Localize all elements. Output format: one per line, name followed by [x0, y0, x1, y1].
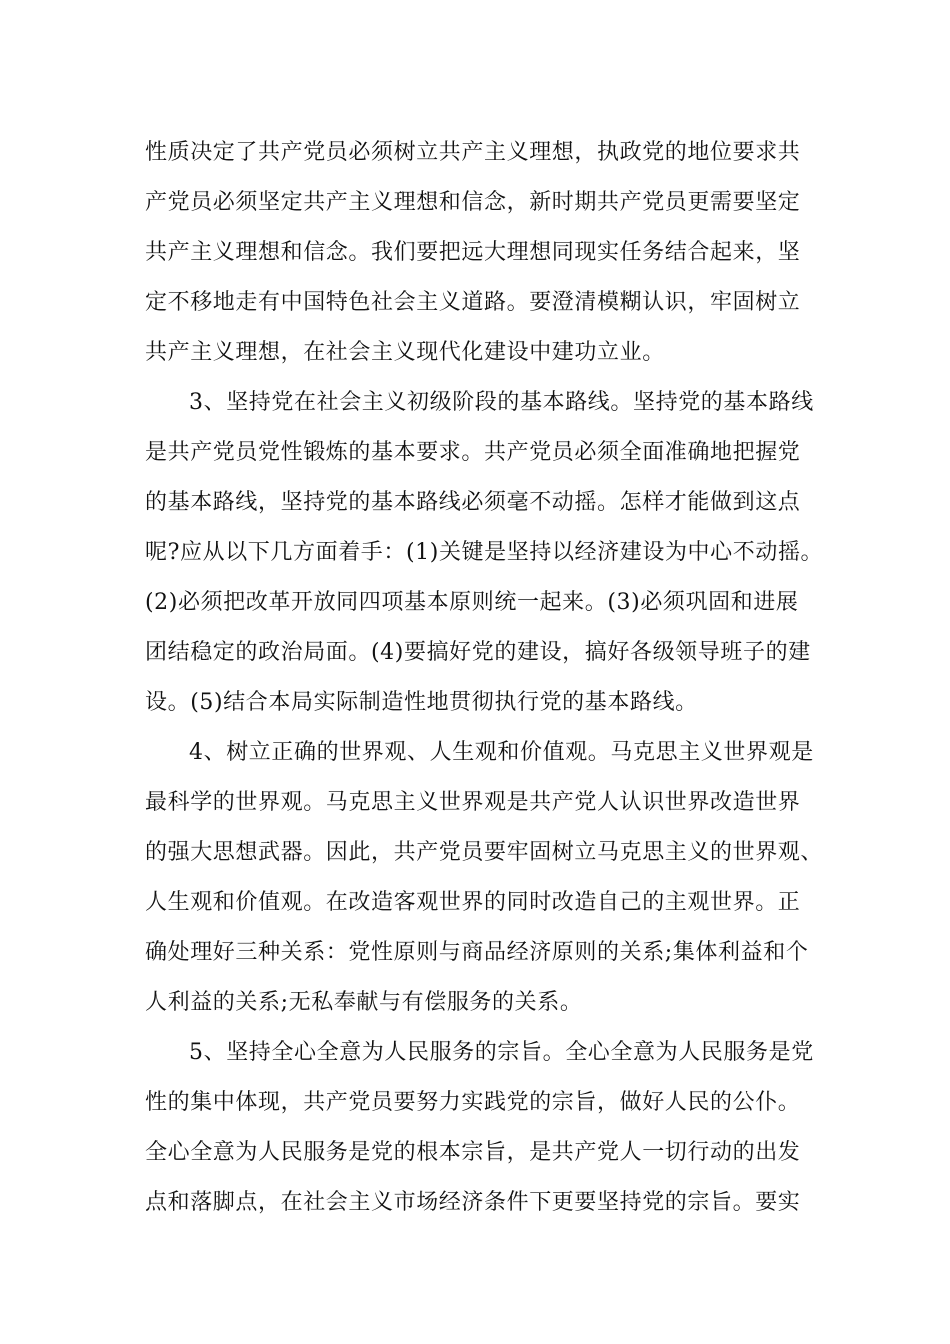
text-line: 全心全意为人民服务是党的根本宗旨，是共产党人一切行动的出发: [145, 1140, 801, 1165]
section-5-heading-line: 5、坚持全心全意为人民服务的宗旨。全心全意为人民服务是党: [189, 1040, 814, 1065]
text-line: 是共产党员党性锻炼的基本要求。共产党员必须全面准确地把握党: [145, 440, 801, 465]
section-3-heading-line: 3、坚持党在社会主义初级阶段的基本路线。坚持党的基本路线: [189, 390, 814, 415]
text-line: 共产主义理想，在社会主义现代化建设中建功立业。: [145, 340, 665, 365]
text-line: 人生观和价值观。在改造客观世界的同时改造自己的主观世界。正: [145, 890, 801, 915]
text-line: 人利益的关系;无私奉献与有偿服务的关系。: [145, 990, 583, 1015]
text-line: 团结稳定的政治局面。(4)要搞好党的建设，搞好各级领导班子的建: [145, 640, 811, 665]
text-line: 定不移地走有中国特色社会主义道路。要澄清模糊认识，牢固树立: [145, 290, 801, 315]
text-line: 最科学的世界观。马克思主义世界观是共产党人认识世界改造世界: [145, 790, 801, 815]
text-line: 点和落脚点，在社会主义市场经济条件下更要坚持党的宗旨。要实: [145, 1190, 801, 1215]
text-line: 性质决定了共产党员必须树立共产主义理想，执政党的地位要求共: [145, 140, 801, 165]
text-line: 设。(5)结合本局实际制造性地贯彻执行党的基本路线。: [145, 690, 698, 715]
text-line: 产党员必须坚定共产主义理想和信念，新时期共产党员更需要坚定: [145, 190, 801, 215]
text-line: 的强大思想武器。因此，共产党员要牢固树立马克思主义的世界观、: [145, 840, 824, 865]
text-line: (2)必须把改革开放同四项基本原则统一起来。(3)必须巩固和进展: [145, 590, 799, 615]
section-4-heading-line: 4、树立正确的世界观、人生观和价值观。马克思主义世界观是: [189, 740, 814, 765]
text-line: 呢?应从以下几方面着手：(1)关键是坚持以经济建设为中心不动摇。: [145, 540, 824, 565]
text-line: 确处理好三种关系：党性原则与商品经济原则的关系;集体利益和个: [145, 940, 809, 965]
text-line: 共产主义理想和信念。我们要把远大理想同现实任务结合起来，坚: [145, 240, 801, 265]
document-body: [145, 128, 825, 1228]
text-line: 的基本路线，坚持党的基本路线必须毫不动摇。怎样才能做到这点: [145, 490, 801, 515]
text-line: 性的集中体现，共产党员要努力实践党的宗旨，做好人民的公仆。: [145, 1090, 801, 1115]
